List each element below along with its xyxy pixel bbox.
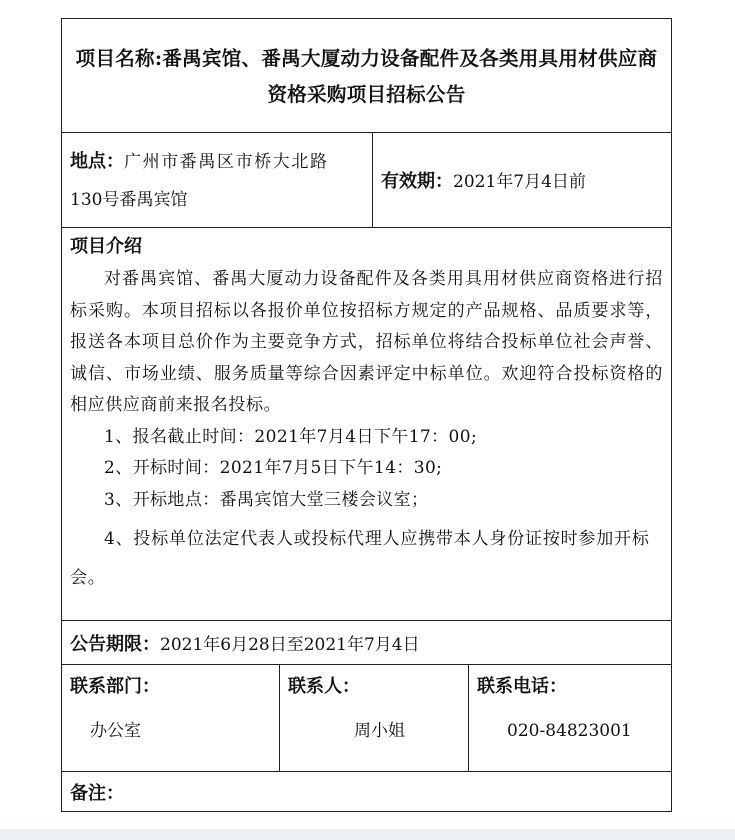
- title-label: 项目名称: [75, 47, 155, 70]
- intro-cell: [62, 228, 672, 621]
- title-text: :番禺宾馆、番禺大厦动力设备配件及各类用具用材供应商资格采购项目招标公告: [154, 47, 658, 106]
- contact-department-label: 联系部门：: [70, 676, 160, 697]
- contact-phone-label: 联系电话：: [477, 676, 567, 697]
- announcement-table: [61, 18, 672, 812]
- contact-person-value: 周小姐: [354, 721, 405, 741]
- validity-label: 有效期：: [381, 171, 453, 192]
- contact-phone-cell: [469, 665, 672, 772]
- contact-department-cell: [62, 665, 280, 772]
- location-label: 地点：: [70, 151, 124, 172]
- contact-phone-value: 020-84823001: [507, 721, 632, 741]
- contact-person-cell: [280, 665, 469, 772]
- notice-period-value: 2021年6月28日至2021年7月4日: [160, 634, 420, 655]
- location-line-2: 130号番禺宾馆: [70, 190, 188, 210]
- intro-item-deadline: 1、报名截止时间：2021年7月4日下午17：00;: [104, 426, 478, 447]
- bottom-scroll-strip: [0, 829, 735, 840]
- intro-item-representative: 4、投标单位法定代表人或投标代理人应携带本人身份证按时参加开标会。: [70, 529, 650, 588]
- intro-item-opening-time: 2、开标时间：2021年7月5日下午14：30;: [104, 458, 443, 478]
- intro-heading: 项目介绍: [70, 236, 142, 257]
- remarks-label: 备注：: [70, 782, 124, 804]
- contact-department-value: 办公室: [90, 721, 141, 741]
- title-cell: [62, 19, 672, 133]
- intro-item-opening-place: 3、开标地点：番禺宾馆大堂三楼会议室；: [104, 489, 429, 510]
- validity-value: 2021年7月4日前: [453, 172, 586, 192]
- notice-period-label: 公告期限：: [70, 633, 160, 655]
- location-address: 广州市番禺区市桥大北路: [124, 152, 329, 172]
- contact-person-label: 联系人：: [288, 676, 360, 697]
- remarks-cell: [62, 772, 672, 812]
- validity-cell: [373, 133, 672, 228]
- intro-paragraph: 对番禺宾馆、番禺大厦动力设备配件及各类用具用材供应商资格进行招标采购。本项目招标以各报价单位按招标方规定的产品规格、品质要求等，报送各本项目总价作为主要竞争方式，招标单位将结合投标单位社会声誉、诚信、市场业绩、服务质量等综合因素评定中标单位。欢迎符合投标资格的相应供应商前来报名投标。: [70, 269, 664, 415]
- location-cell: [62, 133, 373, 228]
- notice-period-cell: [62, 621, 672, 665]
- location-line-1: [70, 143, 366, 181]
